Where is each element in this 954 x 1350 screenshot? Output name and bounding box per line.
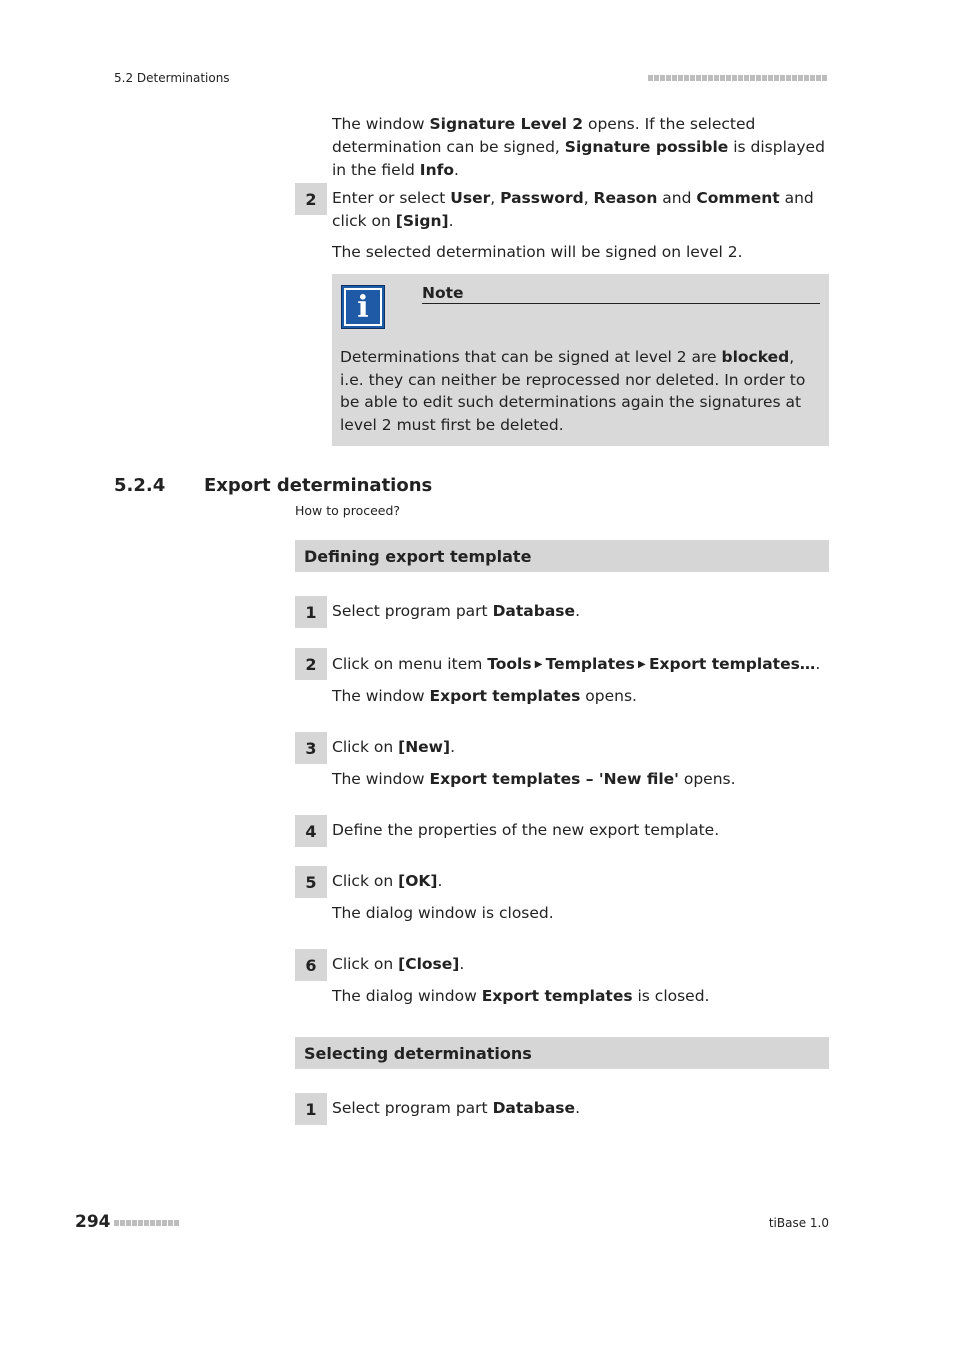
step-result: The window Export templates – 'New file' opens.	[332, 770, 736, 788]
step-number: 1	[295, 1093, 327, 1125]
step-number: 1	[295, 596, 327, 628]
step-text: Click on menu item Tools ▶ Templates ▶ Export templates….	[332, 655, 821, 673]
product-name: tiBase 1.0	[768, 1216, 829, 1230]
step-text: Click on [Close].	[332, 955, 465, 973]
step-text: Select program part Database.	[332, 602, 580, 620]
step-text: Enter or select User, Password, Reason and Comment and click on [Sign].	[332, 189, 814, 230]
step-result: The dialog window is closed.	[332, 904, 554, 922]
note-text: Determinations that can be signed at level 2 are blocked, i.e. they can neither be reprocessed nor deleted. In order to be able to edit such determinations again the signatures at level 2 must first be deleted.	[340, 348, 806, 434]
step-result: The window Export templates opens.	[332, 687, 637, 705]
step-text: Define the properties of the new export template.	[332, 821, 720, 839]
step-result: The dialog window Export templates is closed.	[332, 987, 710, 1005]
running-header: 5.2 Determinations	[114, 71, 230, 85]
section-subtitle: How to proceed?	[295, 503, 401, 518]
header-dot-rule	[648, 75, 827, 81]
intro-paragraph: The window Signature Level 2 opens. If the selected determination can be signed, Signature possible is displayed in the field Info.	[332, 115, 825, 179]
step-number: 2	[295, 648, 327, 680]
step-number: 4	[295, 815, 327, 847]
step-number: 3	[295, 732, 327, 764]
section-number: 5.2.4	[114, 475, 166, 496]
step-number: 5	[295, 866, 327, 898]
footer-dot-rule	[114, 1220, 179, 1226]
page-number: 294	[75, 1212, 111, 1232]
step-text: Click on [New].	[332, 738, 456, 756]
step-number: 2	[295, 183, 327, 215]
step-result: The selected determination will be signed on level 2.	[332, 243, 743, 261]
step-text: Select program part Database.	[332, 1099, 580, 1117]
band-defining-export-template: Defining export template	[295, 540, 829, 572]
step-number: 6	[295, 949, 327, 981]
info-icon: i	[341, 285, 385, 329]
note-title: Note	[422, 284, 820, 304]
band-selecting-determinations: Selecting determinations	[295, 1037, 829, 1069]
step-text: Click on [OK].	[332, 872, 443, 890]
section-title: Export determinations	[204, 475, 433, 496]
